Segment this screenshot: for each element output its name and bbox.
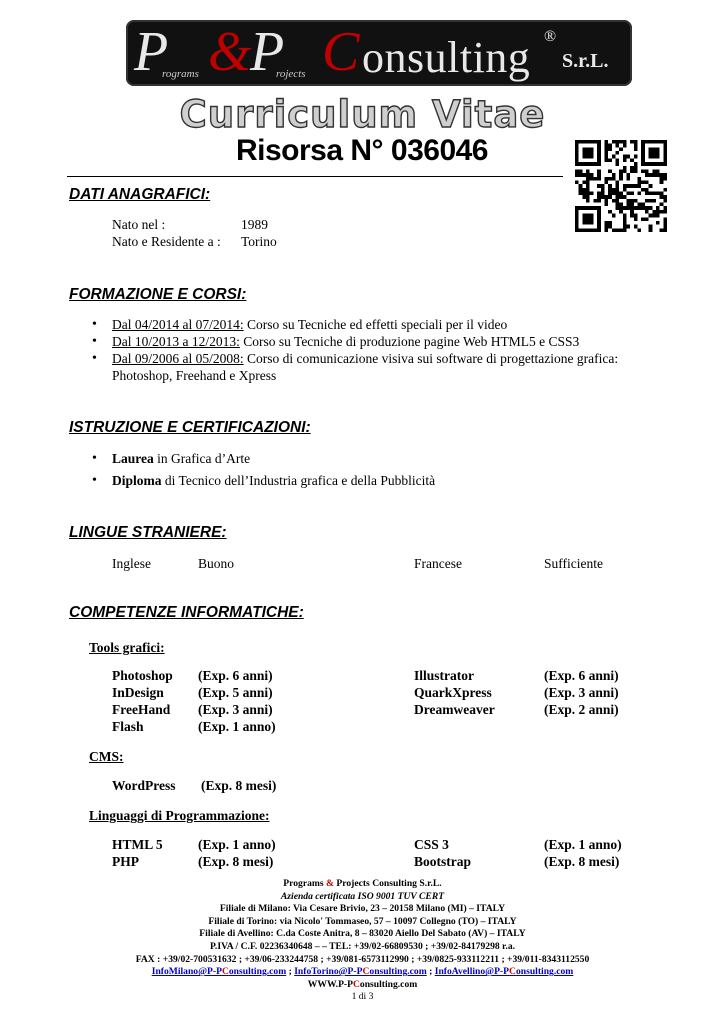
logo-letter-p1: P	[134, 21, 169, 83]
tool-name: InDesign	[112, 685, 164, 700]
tool-exp: (Exp. 6 anni)	[544, 668, 619, 683]
tool-name: Illustrator	[414, 668, 474, 683]
logo-sub-projects: rojects	[276, 68, 306, 80]
dati-label-2: Nato e Residente a :	[112, 234, 221, 249]
tool-exp: (Exp. 3 anni)	[198, 702, 273, 717]
section-title-formazione: FORMAZIONE E CORSI:	[69, 286, 247, 303]
list-item: • Dal 04/2014 al 07/2014: Corso su Tecniche ed effetti speciali per il video	[88, 316, 688, 333]
dati-value-1: 1989	[241, 217, 268, 232]
footer-torino: Filiale di Torino: via Nicolo' Tommaseo, 57 – 10097 Collegno (TO) – ITALY	[208, 915, 517, 927]
tool-name: Flash	[112, 719, 144, 734]
company-logo	[126, 20, 632, 86]
tool-exp: (Exp. 5 anni)	[198, 685, 273, 700]
email-avellino-link[interactable]: InfoAvellino@P-PConsulting.com	[434, 966, 574, 978]
tool-name: QuarkXpress	[414, 685, 492, 700]
lang-name-2: Francese	[414, 556, 462, 571]
list-item: • Diploma di Tecnico dell’Industria grafica e della Pubblicità	[88, 472, 688, 489]
footer-cert: Azienda certificata ISO 9001 TUV CERT	[280, 890, 445, 902]
tool-exp: (Exp. 1 anno)	[198, 719, 276, 734]
lang-level-2: Sufficiente	[544, 556, 603, 571]
prog-lang-exp: (Exp. 8 mesi)	[544, 854, 620, 869]
prog-lang-name: HTML 5	[112, 837, 163, 852]
logo-sub-programs: rograms	[162, 68, 199, 80]
footer-piva: P.IVA / C.F. 02236340648 – – TEL: +39/02-66809530 ; +39/02-84179298 r.a.	[209, 940, 516, 952]
prog-lang-name: Bootstrap	[414, 854, 471, 869]
list-item: • Dal 10/2013 a 12/2013: Corso su Tecniche di produzione pagine Web HTML5 e CSS3	[88, 333, 688, 350]
tool-name: FreeHand	[112, 702, 171, 717]
tool-exp: (Exp. 2 anni)	[544, 702, 619, 717]
prog-lang-name: PHP	[112, 854, 139, 869]
footer-fax: FAX : +39/02-700531632 ; +39/06-233244758 ; +39/081-6573112990 ; +39/0825-933112211 ; +39/011-8343112550	[135, 953, 590, 965]
footer	[0, 878, 725, 1004]
resource-number: Risorsa N° 036046	[236, 134, 488, 167]
lang-level-1: Buono	[198, 556, 235, 571]
prog-lang-title: Linguaggi di Programmazione:	[89, 808, 270, 823]
logo-ampersand: &	[208, 21, 252, 83]
section-title-competenze: COMPETENZE INFORMATICHE:	[69, 604, 304, 621]
page-number: 1 di 3	[351, 991, 374, 1003]
section-title-istruzione: ISTRUZIONE E CERTIFICAZIONI:	[69, 419, 311, 436]
email-milano-link[interactable]: InfoMilano@P-PConsulting.com	[151, 966, 287, 978]
email-torino-link[interactable]: InfoTorino@P-PConsulting.com	[294, 966, 427, 978]
list-item: • Dal 09/2006 al 05/2008: Corso di comunicazione visiva sui software di progettazione grafica: Photoshop, Freehand e Xpress	[88, 350, 688, 384]
tool-exp: (Exp. 3 anni)	[544, 685, 619, 700]
prog-lang-name: CSS 3	[414, 837, 449, 852]
dati-label-1: Nato nel :	[112, 217, 166, 232]
footer-company: Programs & Projects Consulting S.r.L.	[283, 878, 442, 889]
tool-name: Dreamweaver	[414, 702, 495, 717]
cms-exp: (Exp. 8 mesi)	[201, 778, 277, 793]
cv-title: Curriculum Vitae	[179, 93, 546, 136]
dati-value-2: Torino	[241, 234, 277, 249]
formazione-list	[88, 316, 688, 384]
list-item: • Laurea in Grafica d’Arte	[88, 450, 688, 467]
footer-avellino: Filiale di Avellino: C.da Coste Anitra, 8 – 83020 Aiello Del Sabato (AV) – ITALY	[199, 928, 526, 940]
tool-name: Photoshop	[112, 668, 173, 683]
lang-name-1: Inglese	[112, 556, 151, 571]
istruzione-list	[88, 450, 688, 489]
prog-lang-exp: (Exp. 1 anno)	[198, 837, 276, 852]
logo-letter-p2: P	[250, 21, 285, 83]
cms-title: CMS:	[89, 749, 124, 764]
footer-website: WWW.P-PConsulting.com	[307, 978, 418, 990]
section-title-lingue: LINGUE STRANIERE:	[69, 524, 227, 541]
footer-emails: InfoMilano@P-PConsulting.com ; InfoTorino@P-PConsulting.com ; InfoAvellino@P-PConsulting.com	[151, 966, 574, 978]
prog-lang-exp: (Exp. 1 anno)	[544, 837, 622, 852]
logo-letter-c: C	[322, 21, 360, 83]
logo-word: onsulting	[362, 33, 531, 82]
header-divider	[67, 176, 563, 177]
qr-code-icon	[575, 140, 667, 232]
section-title-dati: DATI ANAGRAFICI:	[69, 186, 211, 203]
logo-registered: ®	[544, 28, 557, 45]
footer-milano: Filiale di Milano: Via Cesare Brivio, 23 – 20158 Milano (MI) – ITALY	[219, 903, 506, 915]
prog-lang-exp: (Exp. 8 mesi)	[198, 854, 274, 869]
logo-srl: S.r.L.	[562, 50, 609, 72]
tools-title: Tools grafici:	[89, 640, 165, 655]
tool-exp: (Exp. 6 anni)	[198, 668, 273, 683]
cms-name: WordPress	[112, 778, 176, 793]
